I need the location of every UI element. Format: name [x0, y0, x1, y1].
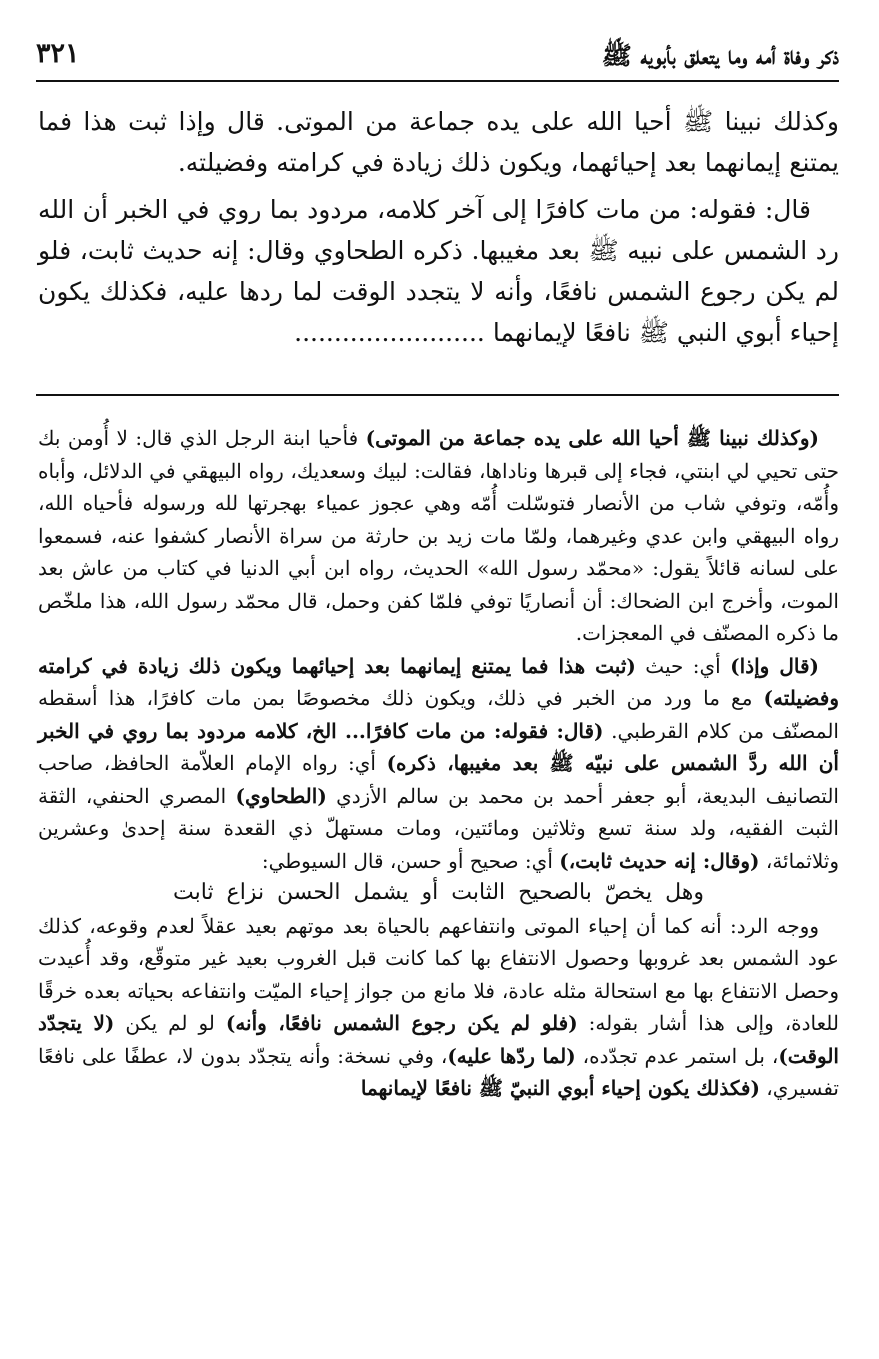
poetry-verse: وهل يخصّ بالصحيح الثابت أو يشمل الحسن نزاع ثابت	[173, 880, 704, 905]
quoted-text: (لا يتجدّد الوقت)	[38, 1011, 839, 1068]
commentary-text-run: أي: صحيح أو حسن، قال السيوطي:	[261, 848, 560, 873]
main-text-paragraph-1: وكذلك نبينا ﷺ أحيا الله على يده جماعة من الموتى. قال وإذا ثبت هذا فما يمتنع إيمانهما بعد إحيائهما، ويكون ذلك زيادة في كرامته وفضيلته.	[38, 107, 839, 177]
page-running-title: ذكر وفاة أمه وما يتعلق بأبويه ﷺ	[601, 41, 839, 70]
commentary-text-run: ، وفي نسخة: وأنه يتجدّد بدون لا، عطفًا على نافعًا تفسيري،	[38, 1043, 839, 1100]
main-text	[38, 101, 839, 353]
page-number: ٣٢١	[36, 38, 80, 69]
running-header	[36, 38, 839, 82]
commentary-text-run: ، بل استمر عدم تجدّده،	[575, 1043, 779, 1068]
commentary-text-run: أي: رواه الإمام العلاّمة الحافظ، صاحب التصانيف البديعة، أبو جعفر أحمد بن محمد بن سالم الأزدي	[38, 751, 839, 808]
ellipsis-dots: ........................	[294, 318, 485, 347]
commentary-text-run: أي: حيث	[635, 653, 731, 678]
quoted-text: (قال: فقوله: من مات كافرًا... الخ، كلامه مردود بما روي في الخبر أن الله ردَّ الشمس على نبيّه ﷺ بعد مغيبها، ذكره)	[38, 718, 839, 775]
footnote-separator	[36, 394, 839, 396]
commentary-text-run: ووجه الرد: أنه كما أن إحياء الموتى وانتفاعهم بالحياة بعد موتهم بعيد عقلاً لعدم وقوعه، كذلك عود الشمس بعد غروبها وحصول الانتفاع بها كما كانت قبل الغروب بعيد غير متوقّع، وقد أُعيدت وحصل الانتفاع بها مع استحالة مثله عادة، فلا مانع من جواز إحياء الميّت وانتفاعه بحياته بعده خرقًا للعادة، وإلى هذا أشار بقوله:	[38, 913, 839, 1035]
commentary-text-run: المصري الحنفي، الثقة الثبت الفقيه، ولد سنة تسع وثلاثين ومائتين، ومات مستهلّ ذي القعدة سنة إحدىٰ وعشرين وثلاثمائة،	[38, 783, 839, 873]
quoted-text: (ثبت هذا فما يمتنع إيمانهما بعد إحيائهما ويكون ذلك زيادة في كرامته وفضيلته)	[38, 653, 839, 710]
main-text-paragraph	[38, 101, 839, 183]
quoted-text: (قال وإذا)	[730, 653, 819, 678]
quoted-text: (فكذلك يكون إحياء أبوي النبيّ ﷺ نافعًا لإيمانهما	[360, 1076, 760, 1100]
commentary-paragraph	[38, 422, 839, 650]
quoted-text: (لما ردّها عليه)	[447, 1043, 576, 1068]
quoted-text: (فلو لم يكن رجوع الشمس نافعًا، وأنه)	[225, 1011, 578, 1035]
commentary-paragraph	[38, 910, 839, 1105]
commentary-text-run: فأحيا ابنة الرجل الذي قال: لا أُومن بك حتى تحيي لي ابنتي، فجاء إلى قبرها وناداها، فقالت: لبيك وسعديك، رواه البيهقي في الدلائل، وأباه وأُمّه، وتوفي شاب من الأنصار فتوسّلت أُمّه وهي عجوز عمياء بهجرتها لله ورسوله فأحياه الله، رواه البيهقي وابن عدي وغيرهما، ولمّا مات زيد بن حارثة من سراة الأنصار كشفوا عنه، فسمعوا على لسانه قائلاً يقول: «محمّد رسول الله» الحديث، رواه ابن أبي الدنيا في كتاب من عاش بعد الموت، وأخرج ابن الضحاك: أن أنصاريًا توفي فلمّا كفن وحمل، قال محمّد رسول الله، هذا ملخّص ما ذكره المصنّف في المعجزات.	[38, 426, 839, 645]
main-text-paragraph	[38, 189, 839, 353]
main-text-paragraph-2: قال: فقوله: من مات كافرًا إلى آخر كلامه، مردود بما روي في الخبر أن الله رد الشمس على نبيه ﷺ بعد مغيبها. ذكره الطحاوي وقال: إنه حديث ثابت، فلو لم يكن رجوع الشمس نافعًا، وأنه لا يتجدد الوقت لما ردها عليه، فكذلك يكون إحياء أبوي النبي ﷺ نافعًا لإيمانهما	[38, 195, 839, 347]
quoted-text: (الطحاوي)	[235, 783, 327, 808]
quoted-text: (وقال: إنه حديث ثابت،)	[559, 848, 760, 873]
commentary-text-run: لو لم يكن	[114, 1011, 226, 1035]
commentary-paragraph	[38, 650, 839, 878]
quoted-text: (وكذلك نبينا ﷺ أحيا الله على يده جماعة من الموتى)	[365, 426, 819, 450]
commentary-text	[38, 422, 839, 1105]
commentary-text-run: مع ما ورد من الخبر في ذلك، ويكون ذلك مخصوصًا بمن مات كافرًا، هذا أسقطه المصنّف من كلام القرطبي.	[38, 686, 839, 743]
